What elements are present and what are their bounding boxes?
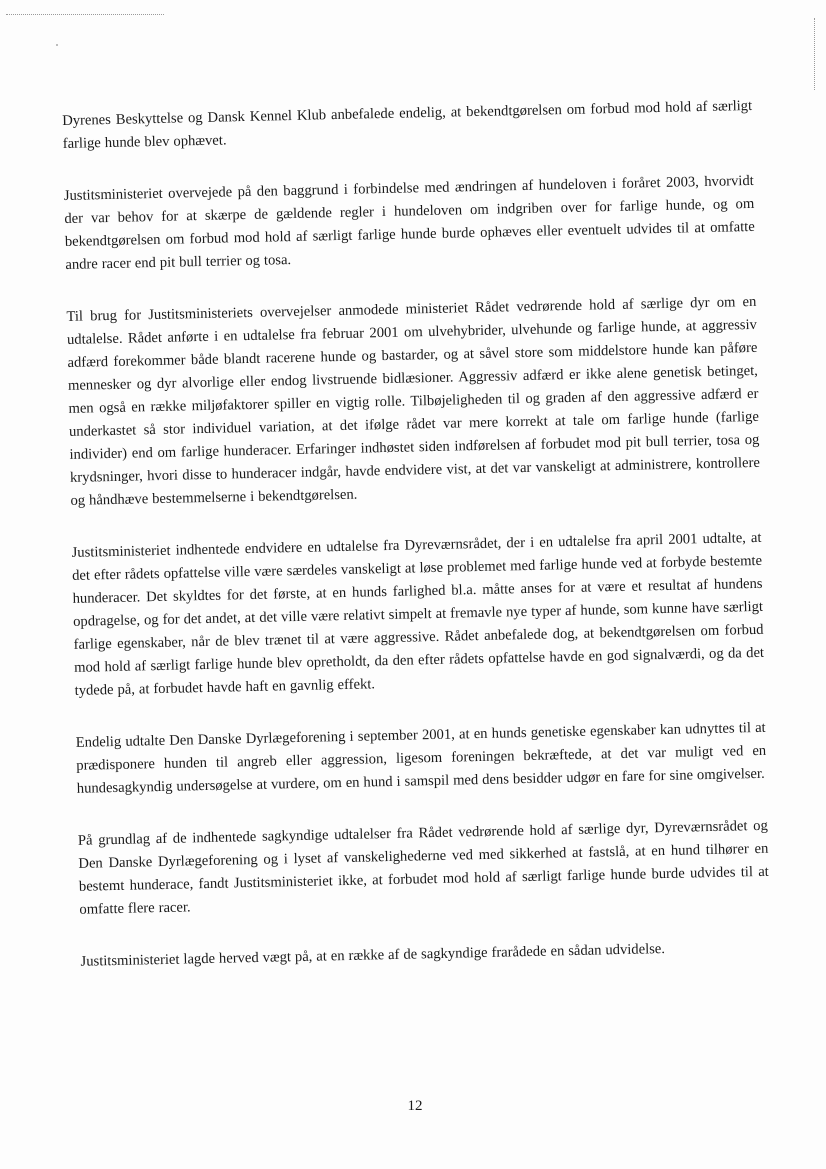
paragraph-5: Endelig udtalte Den Danske Dyrlægeforening i september 2001, at en hunds genetiske egenskaber kan udnyttes til at prædisponere hunden til angreb eller aggression, ligesom foreningen bekræftede, at det var muligt ved en hundesagkyndig undersøgelse at vurdere, om en hund i samspil med dens besidder udgør en fare for sine omgivelser. [75, 719, 767, 797]
scan-artifact-top [6, 14, 164, 15]
scan-artifact-dot [56, 44, 58, 46]
paragraph-2: Justitsministeriet overvejede på den baggrund i forbindelse med ændringen af hundeloven i foråret 2003, hvorvidt der var behov for at skærpe de gældende regler i hundeloven om indgriben over for farlige hunde, og om bekendtgørelsen om forbud mod hold af særligt farlige hunde burde ophæves eller eventuelt udvides til at omfatte andre racer end pit bull terrier og tosa. [63, 172, 755, 273]
page-number: 12 [407, 1098, 423, 1114]
paragraph-1: Dyrenes Beskyttelse og Dansk Kennel Klub anbefalede endelig, at bekendtgørelsen om forbud mod hold af særligt farlige hunde blev ophævet. [62, 97, 753, 152]
paragraph-4: Justitsministeriet indhentede endvidere en udtalelse fra Dyreværnsrådet, der i en udtalelse fra april 2001 udtalte, at det efter rådets opfattelse ville være særdeles vanskeligt at løse problemet med farlige hunde ved at forbyde bestemte hunderacer. Det skyldtes for det første, at en hunds farlighed bl.a. måtte anses for at være et resultat af hundens opdragelse, og for det andet, at det ville være relativt simpelt at fremavle nye typer af hunde, som kunne have særligt farlige egenskaber, når de blev trænet til at være aggressive. Rådet anbefalede dog, at bekendtgørelsen om forbud mod hold af særligt farlige hunde blev opretholdt, da den efter rådets opfattelse havde en god signalværdi, og da det tydede på, at forbudet havde haft en gavnlig effekt. [71, 529, 765, 699]
paragraph-3: Til brug for Justitsministeriets overvejelser anmodede ministeriet Rådet vedrørende hold af særlige dyr om en udtalelse. Rådet anførte i en udtalelse fra februar 2001 om ulvehybrider, ulvehunde og farlige hunde, at aggressiv adfærd forekommer både blandt racerene hunde og bastarder, og at såvel store som middelstore hunde kan påføre mennesker og dyr alvorlige eller endog livstruende bidlæsioner. Aggressiv adfærd er ikke alene genetisk betinget, men også en række miljøfaktorer spiller en vigtig rolle. Tilbøjeligheden til og graden af den aggressive adfærd er underkastet så stor individuel variation, at det ifølge rådet var mere korrekt at tale om farlige hunde (farlige individer) end om farlige hunderacer. Erfaringer indhøstet siden indførelsen af forbudet mod pit bull terrier, tosa og krydsninger, hvori disse to hunderacer indgår, havde endvidere vist, at det var vanskeligt at administrere, kontrollere og håndhæve bestemmelserne i bekendtgørelsen. [66, 293, 761, 509]
paragraph-6: På grundlag af de indhentede sagkyndige udtalelser fra Rådet vedrørende hold af særlige dyr, Dyreværnsrådet og Den Danske Dyrlægeforening og i lyset af vanskelighederne ved med sikkerhed at fastslå, at en hund tilhører en bestemt hunderace, fandt Justitsministeriet ikke, at forbudet mod hold af særligt farlige hunde burde udvides til at omfatte flere racer. [77, 817, 769, 918]
scan-artifact-right [814, 18, 815, 90]
document-body [62, 95, 771, 1003]
paragraph-7: Justitsministeriet lagde herved vægt på, at en række af de sagkyndige frarådede en sådan udvidelse. [80, 941, 666, 970]
